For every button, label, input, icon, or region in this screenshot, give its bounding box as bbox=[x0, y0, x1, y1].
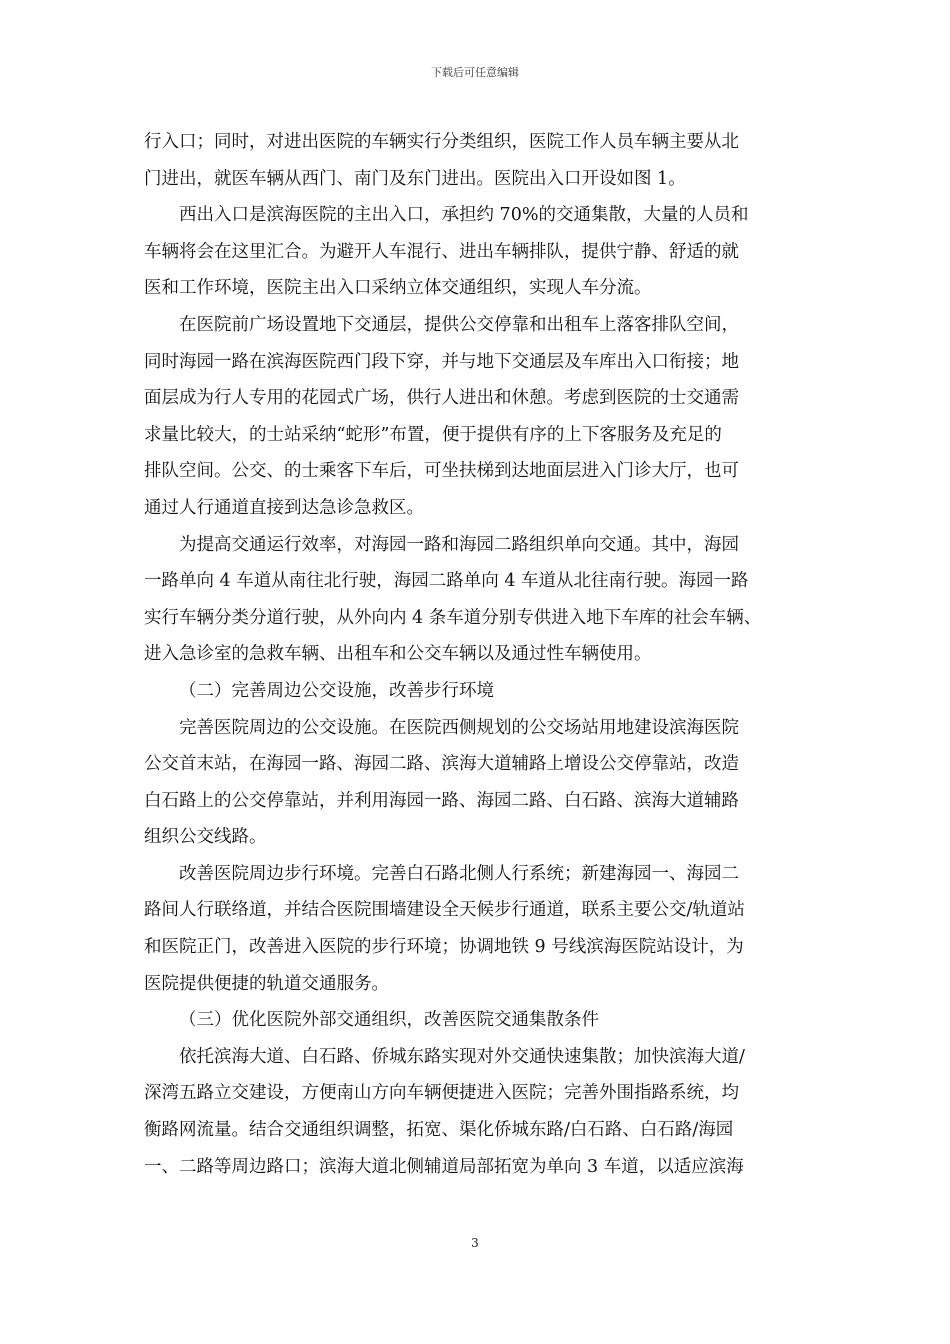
paragraph-3: 在医院前广场设置地下交通层，提供公交停靠和出租车上落客排队空间， 同时海园一路在滨海医院西门段下穿，并与地下交通层及车库出入口衔接；地 面层成为行人专用的花园式广场，供行人进出和休憩。考虑到医院的士交通需 求量比较大，的士站采纳“蛇形”布置，便于提供有序的上下客服务及充足的 排队空间。公交、的士乘客下车后，可坐扶梯到达地面层进入门诊大厅，也可 通过人行通道直接到达急诊急救区。 bbox=[144, 314, 739, 518]
section-heading-3: （三）优化医院外部交通组织，改善医院交通集散条件 bbox=[179, 1010, 599, 1031]
document-body bbox=[144, 124, 814, 1185]
page-number: 3 bbox=[471, 1236, 479, 1250]
paragraph-5: 完善医院周边的公交设施。在医院西侧规划的公交场站用地建设滨海医院 公交首末站，在海园一路、海园二路、滨海大道辅路上增设公交停靠站，改造 白石路上的公交停靠站，并利用海园一路、海园二路、白石路、滨海大道辅路 组织公交线路。 bbox=[144, 717, 739, 848]
paragraph-7: 依托滨海大道、白石路、侨城东路实现对外交通快速集散；加快滨海大道/ 深湾五路立交建设，方便南山方向车辆便捷进入医院；完善外围指路系统，均 衡路网流量。结合交通组织调整，拓宽、渠化侨城东路/白石路、白石路/海园 一、二路等周边路口；滨海大道北侧辅道局部拓宽为单向 3 车道，以适应滨海 bbox=[144, 1046, 745, 1177]
section-heading-2: （二）完善周边公交设施，改善步行环境 bbox=[179, 680, 494, 701]
paragraph-1: 行入口；同时，对进出医院的车辆实行分类组织，医院工作人员车辆主要从北 门进出，就医车辆从西门、南门及东门进出。医院出入口开设如图 1。 bbox=[144, 132, 739, 189]
paragraph-6: 改善医院周边步行环境。完善白石路北侧人行系统；新建海园一、海园二 路间人行联络道，并结合医院围墙建设全天候步行通道，联系主要公交/轨道站 和医院正门，改善进入医院的步行环境；协调地铁 9 号线滨海医院站设计，为 医院提供便捷的轨道交通服务。 bbox=[144, 863, 745, 994]
page-header: 下载后可任意编辑 bbox=[431, 66, 519, 79]
paragraph-2: 西出入口是滨海医院的主出入口，承担约 70%的交通集散，大量的人员和 车辆将会在这里汇合。为避开人车混行、进出车辆排队，提供宁静、舒适的就 医和工作环境，医院主出入口采纳立体交通组织，实现人车分流。 bbox=[144, 205, 749, 299]
paragraph-4: 为提高交通运行效率，对海园一路和海园二路组织单向交通。其中，海园 一路单向 4 车道从南往北行驶，海园二路单向 4 车道从北往南行驶。海园一路 实行车辆分类分道行驶，从外向内 4 条车道分别专供进入地下车库的社会车辆、 进入急诊室的急救车辆、出租车和公交车辆以及通过性车辆使用。 bbox=[144, 534, 762, 665]
